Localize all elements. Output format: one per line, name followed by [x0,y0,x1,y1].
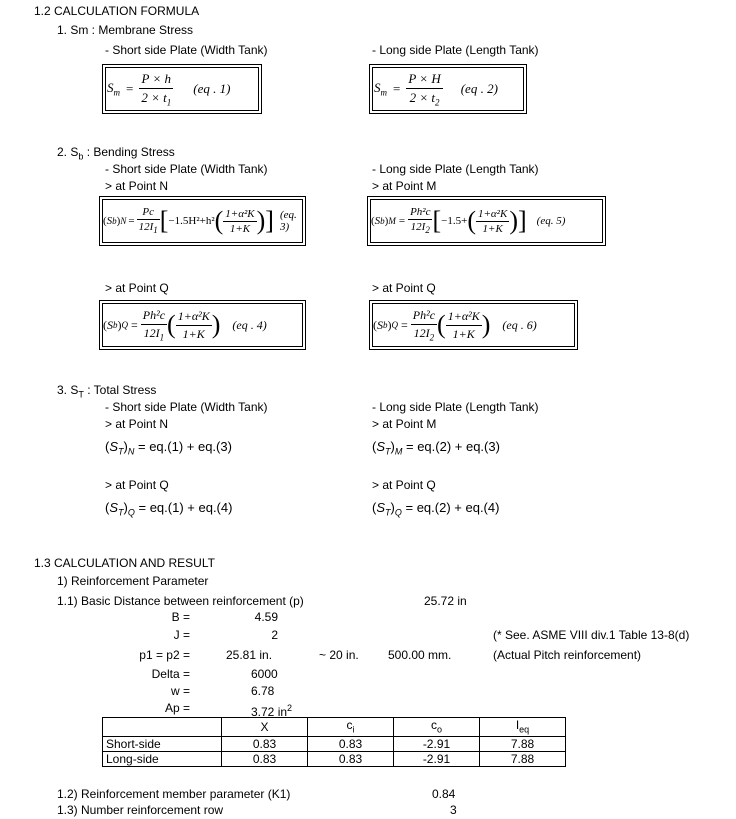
short-side-label-3: - Short side Plate (Width Tank) [105,400,268,414]
equation-2-box: $S_m$ = $\frac{P \times H}{2 \times t_2}$ (eq . 2) [369,64,527,114]
equation-5-box: ( S b ) M = $\frac{\text{Ph²c}}{12I_2}$ [ −1.5+ ( $\frac{\text{1+α²K}}{1+K}$ )] (eq. 5) [367,196,606,246]
equation-2-tag: (eq . 2) [460,81,498,96]
pitch-label: p1 = p2 = [139,648,190,662]
pitch-mm: 500.00 mm. [388,648,452,662]
j-value: 2 [271,628,278,642]
pitch-value: 25.81 in. [226,648,273,662]
short-side-label: - Short side Plate (Width Tank) [105,43,268,57]
equation-1-tag: (eq . 1) [193,81,231,96]
cell-x: 0.83 [222,752,308,767]
table-header-ieq: $I_{eq}$ [480,718,566,737]
section-heading-result: 1.3 CALCULATION AND RESULT [34,556,215,570]
w-label: w = [170,684,190,698]
table-header-ci: $c_i$ [308,718,394,737]
w-value: 6.78 [251,684,275,698]
point-n-label-2: > at Point N [105,417,169,431]
table-row [103,737,566,752]
long-side-label-3: - Long side Plate (Length Tank) [372,400,539,414]
table-row [103,752,566,767]
point-q-label-short: > at Point Q [105,281,169,295]
equation-4-tag: (eq . 4) [232,317,267,332]
pitch-approx: ~ 20 in. [319,648,359,662]
basic-distance-label: 1.1) Basic Distance between reinforcement (p) [57,594,304,608]
membrane-stress-title: 1. Sm : Membrane Stress [57,23,194,37]
k1-label: 1.2) Reinforcement member parameter (K1) [57,787,291,801]
total-stress-m: $(S_T)_M = eq.(2) + eq.(3)$ [372,439,500,457]
table-header-row [103,718,566,737]
equation-6-tag: (eq . 6) [502,317,537,332]
section-heading-formula: 1.2 CALCULATION FORMULA [34,4,200,18]
point-q-label-4: > at Point Q [372,478,436,492]
equation-1-box: $S_m$ = $\frac{P \times h}{2 \times t_1}$ (eq . 1) [102,64,262,114]
point-m-label: > at Point M [372,179,437,193]
long-side-label-2: - Long side Plate (Length Tank) [372,162,539,176]
row-label: Long-side [103,752,222,767]
long-side-label: - Long side Plate (Length Tank) [372,43,539,57]
equation-6-box: ( S b ) Q = $\frac{\text{Ph²c}}{12I_2}$ ( $\frac{\text{1+α²K}}{1+K}$ ) (eq . 6) [369,300,578,350]
cell-ieq: 7.88 [480,752,566,767]
total-stress-q-long: $(S_T)_Q = eq.(2) + eq.(4)$ [372,500,500,518]
asme-note: (* See. ASME VIII div.1 Table 13-8(d) [493,628,690,642]
cell-x: 0.83 [222,737,308,752]
equation-3-tag: (eq. 3) [279,209,297,233]
point-n-label: > at Point N [105,179,169,193]
table-header-blank [103,718,222,737]
row-label: Short-side [103,737,222,752]
short-side-label-2: - Short side Plate (Width Tank) [105,162,268,176]
cell-co: -2.91 [394,752,480,767]
bending-stress-title: 2. $S_b$ : Bending Stress [57,145,175,162]
cell-ci: 0.83 [308,752,394,767]
delta-value: 6000 [251,667,278,681]
row-count-label: 1.3) Number reinforcement row [57,803,224,817]
equation-5-tag: (eq. 5) [536,215,566,227]
b-value: 4.59 [254,610,278,624]
equation-3-box: ( S b ) N = $\frac{Pc}{12I_1}$ [ −1.5H²+h² ( $\frac{\text{1+α²K}}{1+K}$ )] (eq. 3) [99,196,306,246]
point-m-label-2: > at Point M [372,417,437,431]
equation-4-box: ( S b ) Q = $\frac{\text{Ph²c}}{12I_1}$ ( $\frac{\text{1+α²K}}{1+K}$ ) (eq . 4) [99,300,306,350]
total-stress-q-short: $(S_T)_Q = eq.(1) + eq.(4)$ [105,500,233,518]
reinforcement-parameter-title: 1) Reinforcement Parameter [57,574,209,588]
cell-co: -2.91 [394,737,480,752]
total-stress-title: 3. $S_T$ : Total Stress [57,383,157,400]
basic-distance-value: 25.72 in [424,594,467,608]
row-count-value: 3 [450,803,457,817]
point-q-label-3: > at Point Q [105,478,169,492]
table-header-x: X [222,718,308,737]
ap-value: 3.72 $in^2$ [251,703,293,719]
table-header-co: $c_o$ [394,718,480,737]
b-label: B = [171,610,190,624]
cell-ieq: 7.88 [480,737,566,752]
pitch-note: (Actual Pitch reinforcement) [493,648,642,662]
delta-label: Delta = [151,667,190,681]
point-q-label-long: > at Point Q [372,281,436,295]
cell-ci: 0.83 [308,737,394,752]
total-stress-n: $(S_T)_N = eq.(1) + eq.(3)$ [105,439,232,457]
k1-value: 0.84 [432,787,456,801]
results-table [102,717,566,767]
ap-label: Ap = [164,701,190,715]
j-label: J = [173,628,190,642]
